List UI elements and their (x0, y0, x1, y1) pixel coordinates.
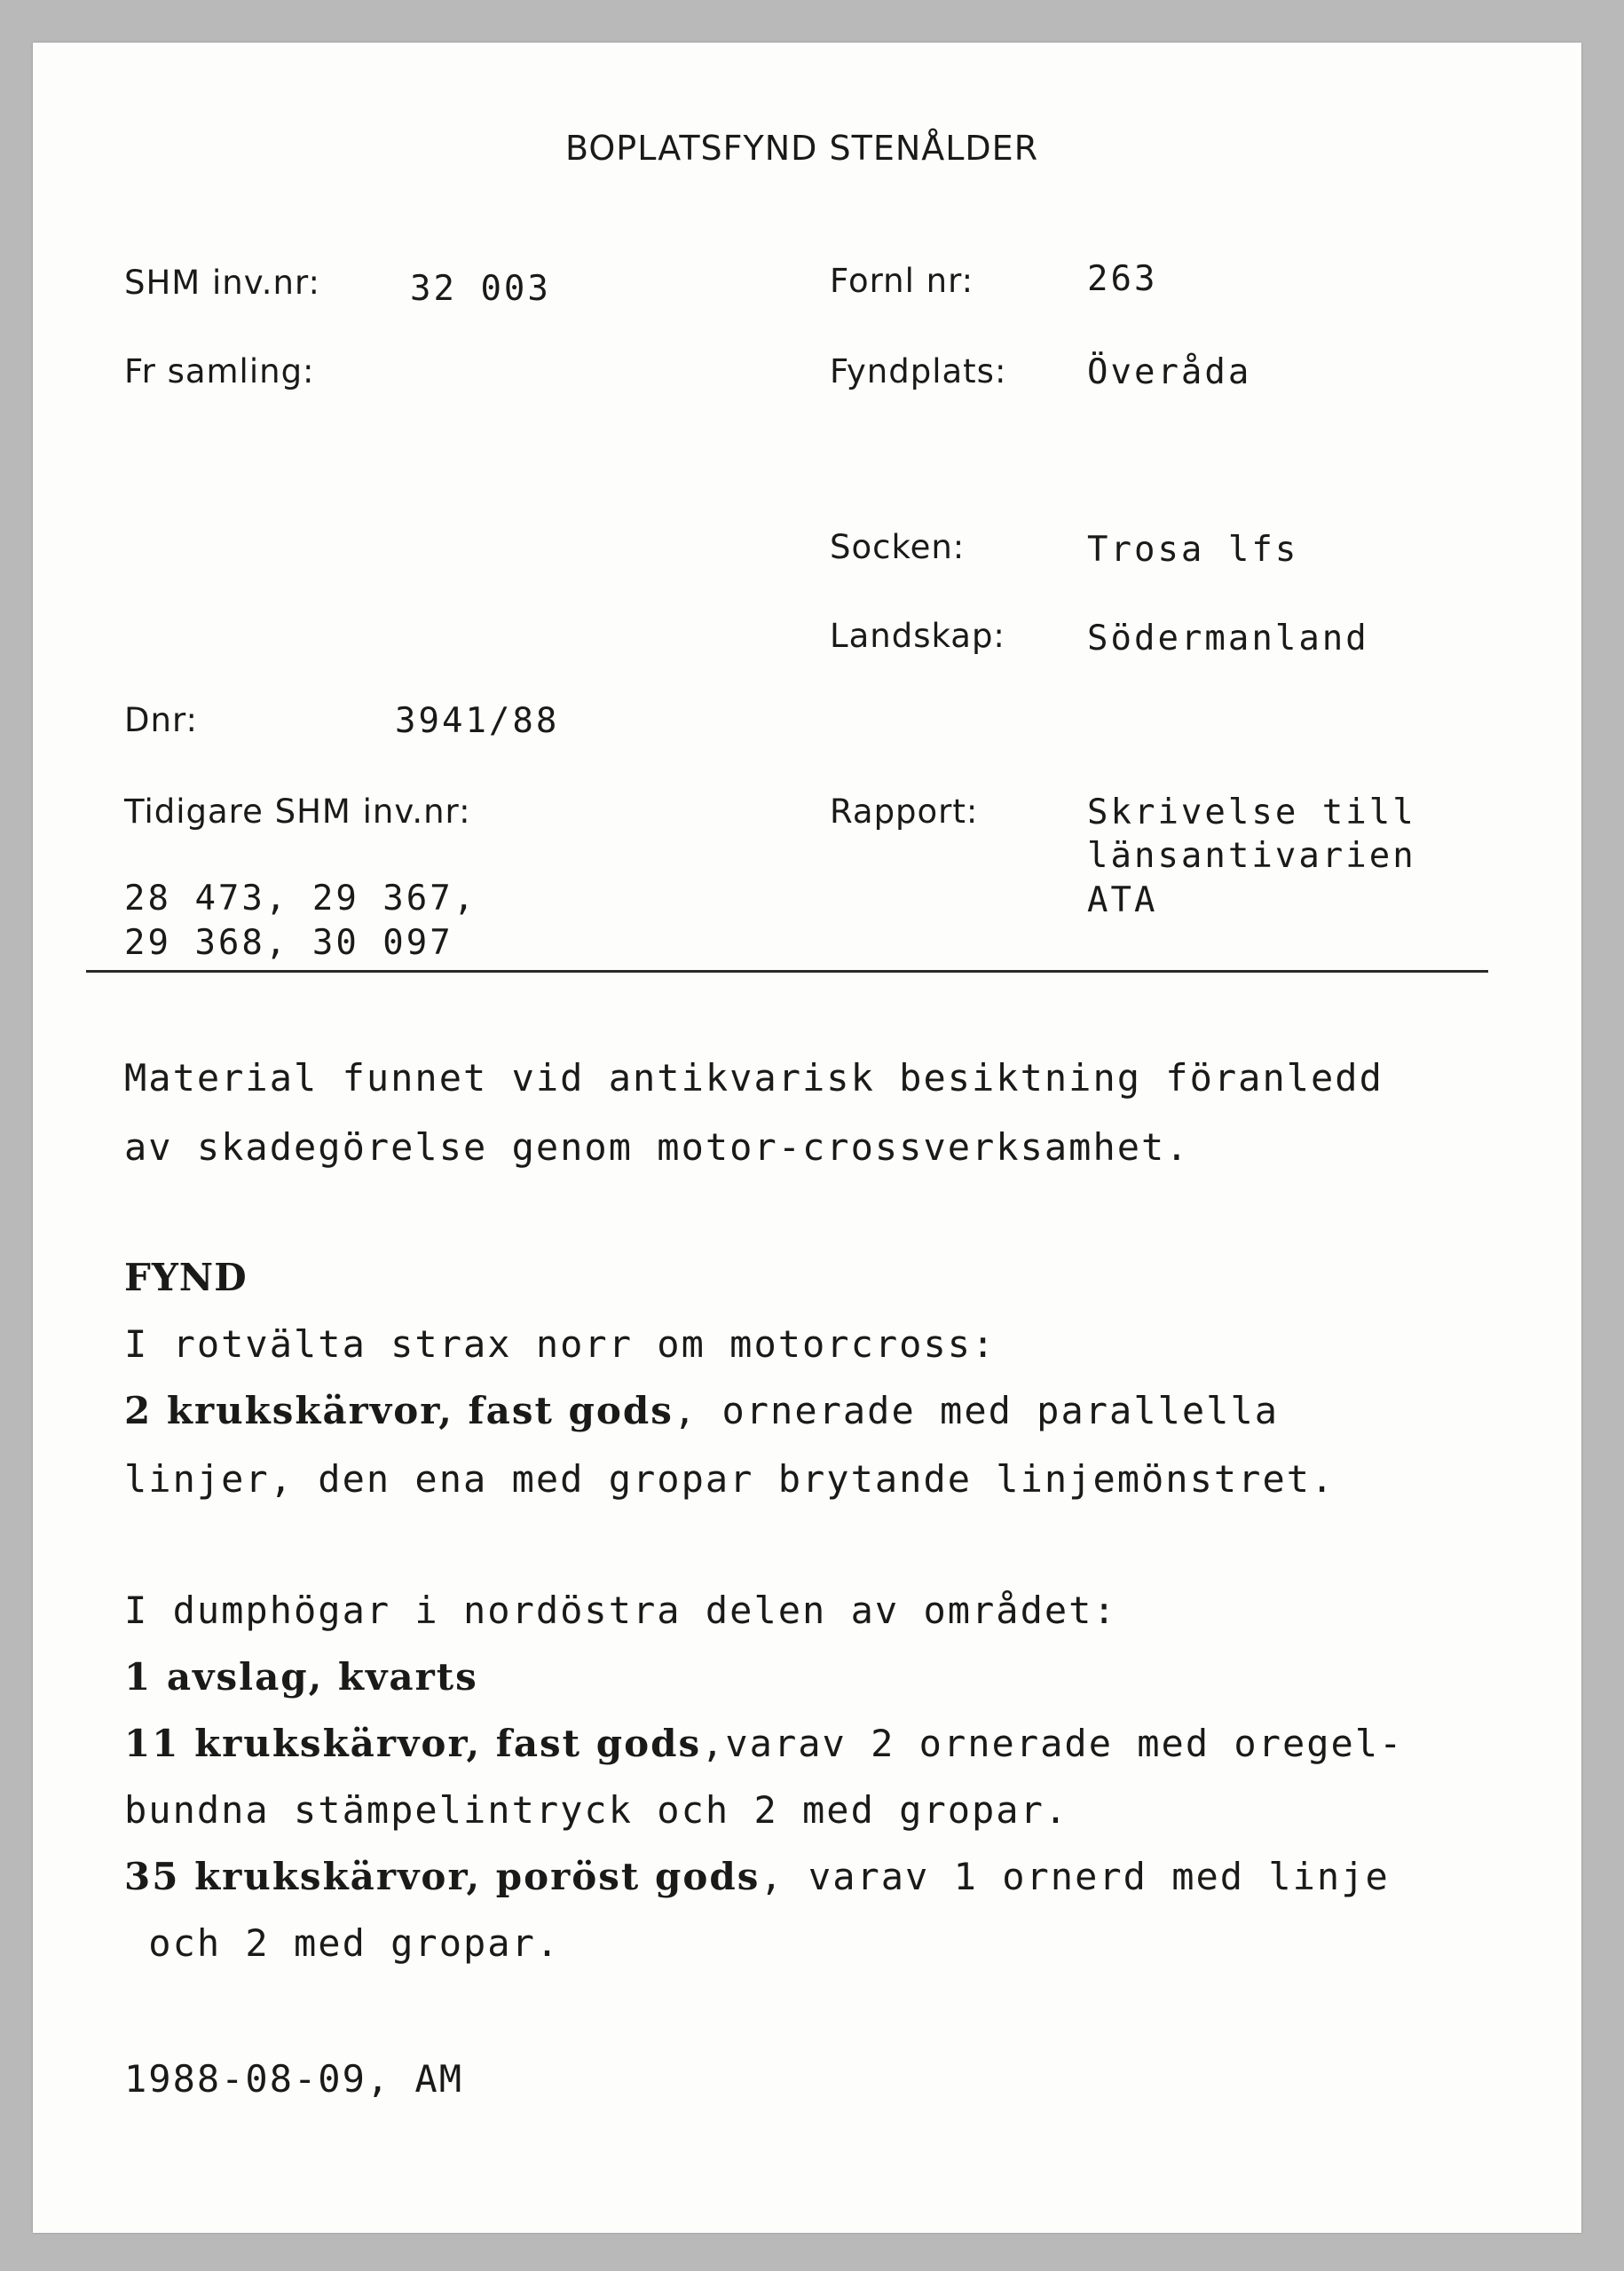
tidigare-label: Tidigare SHM inv.nr: (124, 792, 471, 831)
divider-rule (86, 970, 1488, 973)
group-1-heading: I rotvälta strax norr om motorcross: (124, 1322, 997, 1366)
shm-inv-value: 32 003 (410, 269, 551, 309)
item-1-rest: , ornerade med parallella (673, 1389, 1280, 1432)
dnr-value: 3941/88 (395, 701, 560, 741)
landskap-label: Landskap: (830, 617, 1005, 655)
item-3-rest: ,varav 2 ornerade med oregel- (701, 1722, 1404, 1765)
item-4-line-2: och 2 med gropar. (124, 1921, 561, 1965)
socken-label: Socken: (830, 528, 966, 566)
item-1-bold: 2 krukskärvor, fast gods (124, 1389, 674, 1432)
item-4-bold: 35 krukskärvor, poröst gods (124, 1855, 761, 1898)
fyndplats-value: Överåda (1087, 352, 1252, 392)
intro-line-1: Material funnet vid antikvarisk besiktning föranledd (124, 1056, 1384, 1100)
rapport-label: Rapport: (830, 792, 979, 831)
item-3-bold: 11 krukskärvor, fast gods (124, 1722, 702, 1765)
item-1-line-1 (124, 1389, 1279, 1432)
item-2-line-1: 1 avslag, kvarts (124, 1655, 478, 1699)
fr-samling-label: Fr samling: (124, 352, 315, 390)
signature-date: 1988-08-09, AM (124, 2057, 464, 2101)
rapport-line-3: ATA (1087, 880, 1158, 920)
item-3-line-2: bundna stämpelintryck och 2 med gropar. (124, 1788, 1069, 1832)
tidigare-line-2: 29 368, 30 097 (124, 923, 453, 963)
fynd-heading: FYND (124, 1256, 248, 1299)
tidigare-line-1: 28 473, 29 367, (124, 879, 477, 919)
socken-value: Trosa lfs (1087, 530, 1299, 570)
fyndplats-label: Fyndplats: (830, 352, 1007, 390)
item-4-rest: , varav 1 ornerd med linje (760, 1855, 1390, 1898)
fornl-value: 263 (1087, 259, 1158, 299)
rapport-line-1: Skrivelse till (1087, 792, 1416, 832)
page-title: BOPLATSFYND STENÅLDER (565, 129, 1039, 168)
fornl-label: Fornl nr: (830, 262, 974, 300)
shm-inv-label: SHM inv.nr: (124, 264, 320, 302)
item-3-line-1 (124, 1722, 1403, 1765)
landskap-value: Södermanland (1087, 619, 1369, 658)
intro-line-2: av skadegörelse genom motor-crossverksamhet. (124, 1125, 1190, 1169)
item-4-line-1 (124, 1855, 1390, 1898)
dnr-label: Dnr: (124, 701, 198, 739)
group-2-heading: I dumphögar i nordöstra delen av området: (124, 1589, 1117, 1632)
item-1-line-2: linjer, den ena med gropar brytande linjemönstret. (124, 1457, 1336, 1501)
rapport-line-2: länsantivarien (1087, 836, 1416, 876)
